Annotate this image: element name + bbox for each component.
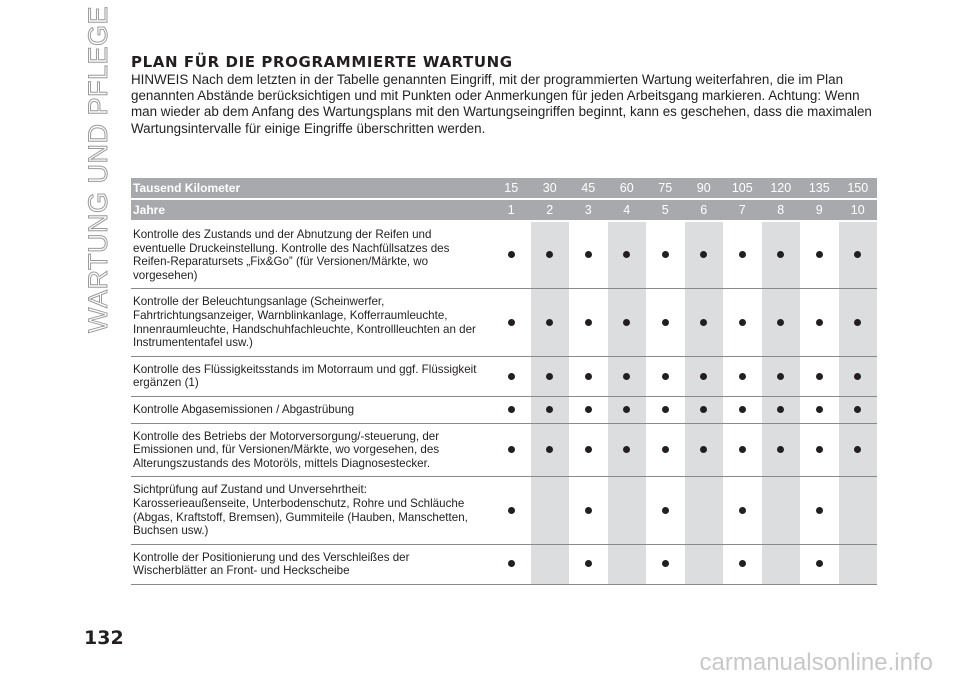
task-description: Kontrolle des Flüssigkeitsstands im Motorraum und ggf. Flüssigkeit ergänzen (1) <box>131 357 492 397</box>
check-dot-icon <box>739 560 746 567</box>
interval-cell <box>608 222 647 289</box>
interval-cell <box>492 477 531 544</box>
header-year-3: 3 <box>569 200 608 222</box>
header-year-5: 5 <box>646 200 685 222</box>
interval-cell <box>531 545 570 585</box>
check-dot-icon <box>854 373 861 380</box>
interval-cell <box>531 222 570 289</box>
interval-cell <box>723 289 762 356</box>
header-km-75: 75 <box>646 178 685 200</box>
check-dot-icon <box>585 319 592 326</box>
header-km-120: 120 <box>762 178 801 200</box>
interval-cell <box>569 424 608 478</box>
interval-cell <box>492 222 531 289</box>
check-dot-icon <box>816 406 823 413</box>
interval-cell <box>531 397 570 424</box>
page-number: 132 <box>84 627 124 649</box>
check-dot-icon <box>700 319 707 326</box>
check-dot-icon <box>739 319 746 326</box>
task-description: Kontrolle der Positionierung und des Verschleißes der Wischerblätter an Front- und Heckscheibe <box>131 545 492 585</box>
check-dot-icon <box>585 373 592 380</box>
check-dot-icon <box>508 373 515 380</box>
table-row <box>131 424 877 478</box>
task-description: Kontrolle Abgasemissionen / Abgastrübung <box>131 397 492 424</box>
check-dot-icon <box>546 319 553 326</box>
header-km-60: 60 <box>608 178 647 200</box>
check-dot-icon <box>816 507 823 514</box>
interval-cell <box>723 477 762 544</box>
check-dot-icon <box>700 251 707 258</box>
interval-cell <box>723 397 762 424</box>
check-dot-icon <box>662 507 669 514</box>
check-dot-icon <box>777 319 784 326</box>
header-year-10: 10 <box>839 200 878 222</box>
table-row <box>131 477 877 544</box>
interval-cell <box>531 424 570 478</box>
check-dot-icon <box>854 251 861 258</box>
interval-cell <box>569 477 608 544</box>
interval-cell <box>531 357 570 397</box>
task-description: Kontrolle des Zustands und der Abnutzung der Reifen und eventuelle Druckeinstellung. Kontrolle des Nachfüllsatzes des Reifen-Reparatursets „Fix&Go” (für Versionen/Märkte, wo vorgesehen) <box>131 222 492 289</box>
check-dot-icon <box>854 446 861 453</box>
interval-cell <box>723 222 762 289</box>
interval-cell <box>608 357 647 397</box>
check-dot-icon <box>508 406 515 413</box>
check-dot-icon <box>623 373 630 380</box>
interval-cell <box>800 357 839 397</box>
interval-cell <box>531 477 570 544</box>
check-dot-icon <box>585 507 592 514</box>
check-dot-icon <box>777 406 784 413</box>
check-dot-icon <box>585 251 592 258</box>
interval-cell <box>800 222 839 289</box>
check-dot-icon <box>508 446 515 453</box>
check-dot-icon <box>508 560 515 567</box>
check-dot-icon <box>508 507 515 514</box>
header-year-1: 1 <box>492 200 531 222</box>
header-year-9: 9 <box>800 200 839 222</box>
check-dot-icon <box>816 446 823 453</box>
task-description: Kontrolle der Beleuchtungsanlage (Scheinwerfer, Fahrtrichtungsanzeiger, Warnblinkanlage, Kofferraumleuchte, Innenraumleuchte, Handschuhfachleuchte, Kontrollleuchten an der Instrumententafel usw.) <box>131 289 492 356</box>
interval-cell <box>723 357 762 397</box>
check-dot-icon <box>816 319 823 326</box>
interval-cell <box>569 545 608 585</box>
header-year-6: 6 <box>685 200 724 222</box>
interval-cell <box>800 545 839 585</box>
intro-paragraph: HINWEIS Nach dem letzten in der Tabelle genannten Eingriff, mit der programmierten Wartung weiterfahren, die im Plan genannten Abstände berücksichtigen und mit Punkten oder Anmerkungen für jeden Arbeitsgang markieren. Achtung: Wenn man wieder ab dem Anfang des Wartungsplans mit den Wartungseingriffen beginnt, kann es geschehen, dass die maximalen Wartungsintervalle für einige Eingriffe überschritten werden. <box>131 72 872 136</box>
interval-cell <box>646 477 685 544</box>
check-dot-icon <box>623 319 630 326</box>
interval-cell <box>608 477 647 544</box>
header-km-90: 90 <box>685 178 724 200</box>
check-dot-icon <box>662 251 669 258</box>
header-year-8: 8 <box>762 200 801 222</box>
header-year-2: 2 <box>531 200 570 222</box>
header-km-150: 150 <box>839 178 878 200</box>
check-dot-icon <box>777 373 784 380</box>
check-dot-icon <box>546 251 553 258</box>
interval-cell <box>800 424 839 478</box>
check-dot-icon <box>700 406 707 413</box>
header-km-105: 105 <box>723 178 762 200</box>
check-dot-icon <box>739 507 746 514</box>
interval-cell <box>762 222 801 289</box>
check-dot-icon <box>777 446 784 453</box>
interval-cell <box>569 397 608 424</box>
check-dot-icon <box>662 560 669 567</box>
header-km-30: 30 <box>531 178 570 200</box>
interval-cell <box>608 397 647 424</box>
interval-cell <box>569 222 608 289</box>
check-dot-icon <box>854 319 861 326</box>
check-dot-icon <box>585 446 592 453</box>
interval-cell <box>492 545 531 585</box>
interval-cell <box>800 477 839 544</box>
interval-cell <box>685 545 724 585</box>
check-dot-icon <box>623 446 630 453</box>
interval-cell <box>800 289 839 356</box>
interval-cell <box>646 397 685 424</box>
task-description: Sichtprüfung auf Zustand und Unversehrtheit: Karosserieaußenseite, Unterbodenschutz, Rohre und Schläuche (Abgas, Kraftstoff, Bremsen), Gummiteile (Hauben, Manschetten, Buchsen usw.) <box>131 477 492 544</box>
task-description: Kontrolle des Betriebs der Motorversorgung/-steuerung, der Emissionen und, für Versionen/Märkte, wo vorgesehen, des Alterungszustands des Motoröls, mittels Diagnosestecker. <box>131 424 492 478</box>
interval-cell <box>762 424 801 478</box>
page-heading: PLAN FÜR DIE PROGRAMMIERTE WARTUNG <box>131 53 513 71</box>
interval-cell <box>685 289 724 356</box>
interval-cell <box>762 397 801 424</box>
interval-cell <box>762 545 801 585</box>
interval-cell <box>646 357 685 397</box>
table-row <box>131 397 877 424</box>
check-dot-icon <box>739 373 746 380</box>
interval-cell <box>531 289 570 356</box>
check-dot-icon <box>662 373 669 380</box>
check-dot-icon <box>700 373 707 380</box>
check-dot-icon <box>662 319 669 326</box>
interval-cell <box>839 397 878 424</box>
check-dot-icon <box>739 406 746 413</box>
table-row <box>131 222 877 289</box>
interval-cell <box>762 357 801 397</box>
header-km-15: 15 <box>492 178 531 200</box>
interval-cell <box>839 477 878 544</box>
check-dot-icon <box>777 251 784 258</box>
interval-cell <box>492 289 531 356</box>
check-dot-icon <box>585 560 592 567</box>
check-dot-icon <box>816 373 823 380</box>
interval-cell <box>685 357 724 397</box>
check-dot-icon <box>739 446 746 453</box>
check-dot-icon <box>546 446 553 453</box>
check-dot-icon <box>739 251 746 258</box>
check-dot-icon <box>816 560 823 567</box>
interval-cell <box>646 289 685 356</box>
check-dot-icon <box>508 319 515 326</box>
header-row-kilometers <box>131 178 877 200</box>
check-dot-icon <box>623 251 630 258</box>
header-year-7: 7 <box>723 200 762 222</box>
interval-cell <box>608 289 647 356</box>
interval-cell <box>839 424 878 478</box>
interval-cell <box>569 357 608 397</box>
interval-cell <box>646 545 685 585</box>
check-dot-icon <box>546 406 553 413</box>
check-dot-icon <box>700 446 707 453</box>
interval-cell <box>492 397 531 424</box>
interval-cell <box>685 222 724 289</box>
interval-cell <box>762 477 801 544</box>
interval-cell <box>492 424 531 478</box>
check-dot-icon <box>662 406 669 413</box>
header-label-kilometers: Tausend Kilometer <box>131 178 492 200</box>
interval-cell <box>608 545 647 585</box>
interval-cell <box>646 222 685 289</box>
interval-cell <box>723 424 762 478</box>
header-label-years: Jahre <box>131 200 492 222</box>
interval-cell <box>685 477 724 544</box>
header-row-years <box>131 200 877 222</box>
check-dot-icon <box>662 446 669 453</box>
side-section-title-text: WARTUNG UND PFLEGE <box>82 6 113 334</box>
interval-cell <box>685 424 724 478</box>
interval-cell <box>608 424 647 478</box>
interval-cell <box>839 222 878 289</box>
side-section-title <box>81 6 115 334</box>
interval-cell <box>800 397 839 424</box>
interval-cell <box>646 424 685 478</box>
check-dot-icon <box>816 251 823 258</box>
interval-cell <box>492 357 531 397</box>
check-dot-icon <box>546 373 553 380</box>
interval-cell <box>839 545 878 585</box>
interval-cell <box>839 289 878 356</box>
table-row <box>131 545 877 585</box>
header-year-4: 4 <box>608 200 647 222</box>
interval-cell <box>569 289 608 356</box>
header-km-45: 45 <box>569 178 608 200</box>
watermark: carmanualsonline.info <box>699 649 933 676</box>
check-dot-icon <box>585 406 592 413</box>
interval-cell <box>762 289 801 356</box>
header-km-135: 135 <box>800 178 839 200</box>
table-row <box>131 289 877 356</box>
table-row <box>131 357 877 397</box>
interval-cell <box>723 545 762 585</box>
check-dot-icon <box>854 406 861 413</box>
check-dot-icon <box>623 406 630 413</box>
check-dot-icon <box>508 251 515 258</box>
interval-cell <box>839 357 878 397</box>
maintenance-schedule-table <box>131 178 877 585</box>
interval-cell <box>685 397 724 424</box>
